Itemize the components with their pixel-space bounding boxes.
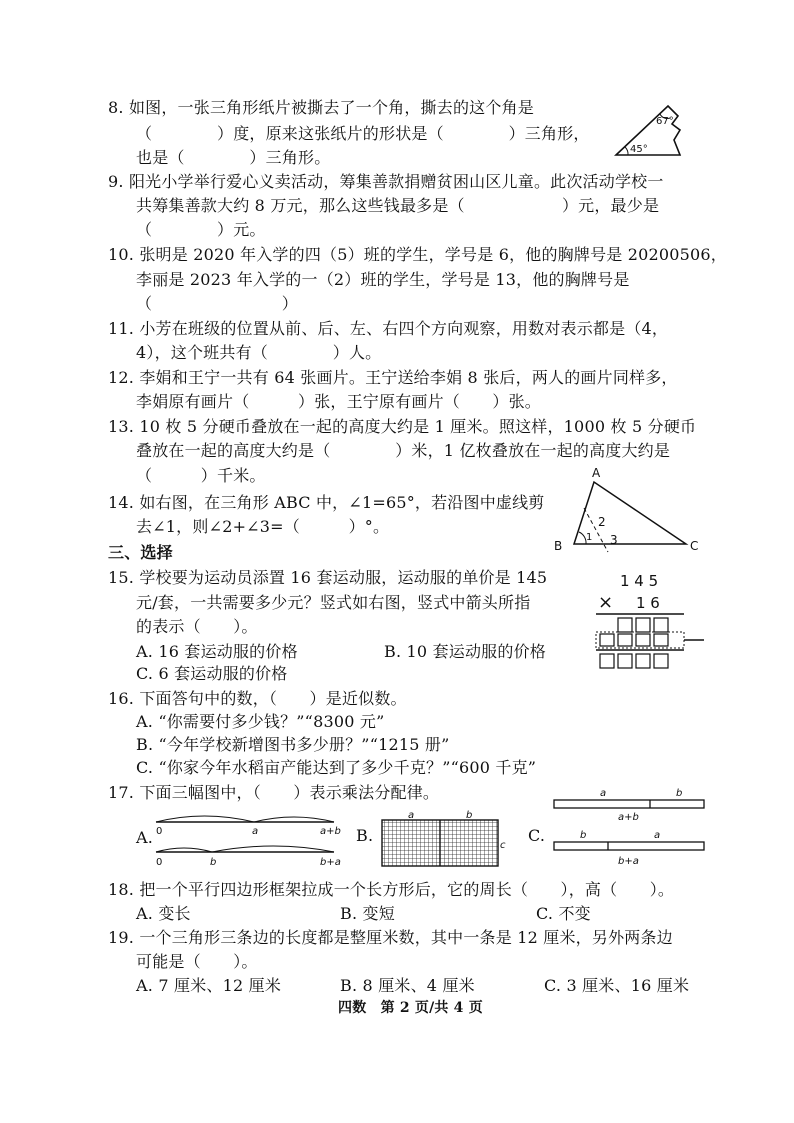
segment-bars-figure	[550, 786, 710, 876]
q10-line1: 10. 张明是 2020 年入学的四（5）班的学生，学号是 6，他的胸牌号是 20200506，	[108, 245, 727, 264]
answer-box	[654, 634, 668, 646]
q17-option-c-label: C.	[528, 826, 546, 845]
page-footer: 四数 第 2 页/共 4 页	[338, 1000, 483, 1016]
torn-triangle-figure	[610, 100, 690, 160]
q16-line1: 16. 下面答句中的数，（ ）是近似数。	[108, 689, 407, 708]
q12-line2: 李娟原有画片（ ）张，王宁原有画片（ ）张。	[136, 392, 542, 411]
triangle-abc-figure	[548, 466, 708, 564]
q13-line1: 13. 10 枚 5 分硬币叠放在一起的高度大约是 1 厘米。照这样，1000 枚 5 分硬币	[108, 417, 697, 436]
q15-line1: 15. 学校要为运动员添置 16 套运动服，运动服的单价是 145	[108, 568, 548, 587]
vertex-b-label: B	[554, 539, 563, 553]
bottom-angle-label: 45°	[630, 144, 648, 155]
angle-1-label: 1	[586, 532, 593, 543]
label-zero-2: 0	[156, 857, 163, 868]
answer-box	[654, 654, 668, 668]
q13-line3: （ ）千米。	[136, 466, 266, 485]
brace-b	[254, 817, 334, 822]
q19-line1: 19. 一个三角形三条边的长度都是整厘米数，其中一条是 12 厘米，另外两条边	[108, 928, 673, 947]
q16-option-b: B. “今年学校新增图书多少册？”“1215 册”	[136, 735, 450, 754]
q8-line1: 8. 如图，一张三角形纸片被撕去了一个角，撕去的这个角是	[108, 98, 534, 117]
label-b: b	[676, 788, 683, 799]
bottom-number: 1 6	[636, 594, 660, 612]
bottom-angle-arc	[625, 147, 628, 155]
q17-line1: 17. 下面三幅图中，（ ）表示乘法分配律。	[108, 783, 440, 802]
answer-box	[618, 654, 632, 668]
q15-option-a: A. 16 套运动服的价格	[136, 642, 298, 661]
brace-a-2	[212, 846, 334, 852]
label-a: a	[252, 826, 259, 837]
q9-line3: （ ）元。	[136, 220, 266, 239]
label-a-plus-b: a+b	[618, 812, 639, 823]
label-b-2: b	[580, 830, 587, 841]
label-zero: 0	[156, 826, 163, 837]
q14-line2: 去∠1，则∠2+∠3=（ ）°。	[136, 517, 390, 536]
q13-line2: 叠放在一起的高度大约是（ ）米，1 亿枚叠放在一起的高度大约是	[136, 441, 671, 460]
q11-line1: 11. 小芳在班级的位置从前、后、左、右四个方向观察，用数对表示都是（4，	[108, 319, 669, 338]
q9-line1: 9. 阳光小学举行爱心义卖活动，筹集善款捐赠贫困山区儿童。此次活动学校一	[108, 172, 664, 191]
label-a: a	[408, 810, 415, 821]
label-a-2: a	[654, 830, 661, 841]
q14-line1: 14. 如右图，在三角形 ABC 中，∠1=65°，若沿图中虚线剪	[108, 493, 545, 512]
vertex-a-label: A	[592, 466, 601, 480]
answer-box	[636, 654, 650, 668]
q15-option-c: C. 6 套运动服的价格	[136, 664, 288, 683]
answer-box	[654, 618, 668, 632]
q8-line2: （ ）度，原来这张纸片的形状是（ ）三角形，	[136, 124, 590, 143]
q16-option-c: C. “你家今年水稻亩产能达到了多少千克？”“600 千克”	[136, 758, 537, 777]
q19-option-c: C. 3 厘米、16 厘米	[544, 976, 690, 995]
label-a: a	[600, 788, 607, 799]
answer-box	[600, 634, 614, 646]
q18-option-b: B. 变短	[340, 904, 395, 923]
section-choice-header: 三、选择	[108, 543, 173, 562]
label-c: c	[500, 840, 506, 851]
q15-option-b: B. 10 套运动服的价格	[384, 642, 546, 661]
q17-option-a-label: A.	[136, 828, 154, 847]
area-rectangle-figure	[376, 810, 510, 870]
vertical-multiplication-figure	[588, 570, 708, 670]
top-number: 1 4 5	[620, 572, 659, 590]
q19-option-a: A. 7 厘米、12 厘米	[136, 976, 282, 995]
number-line-figure	[150, 808, 340, 872]
top-angle-label: 67°	[656, 116, 674, 127]
q10-line2: 李丽是 2023 年入学的一（2）班的学生，学号是 13，他的胸牌号是	[136, 270, 630, 289]
q18-option-c: C. 不变	[536, 904, 591, 923]
label-b: b	[466, 810, 473, 821]
q11-line2: 4），这个班共有（ ）人。	[136, 343, 382, 362]
vertex-c-label: C	[690, 539, 699, 553]
q18-option-a: A. 变长	[136, 904, 191, 923]
q12-line1: 12. 李娟和王宁一共有 64 张画片。王宁送给李娟 8 张后，两人的画片同样多，	[108, 368, 678, 387]
q15-line2: 元/套，一共需要多少元？竖式如右图，竖式中箭头所指	[136, 593, 531, 612]
answer-box	[618, 618, 632, 632]
bar-a-plus-b	[554, 800, 704, 808]
answer-box	[600, 654, 614, 668]
q19-option-b: B. 8 厘米、4 厘米	[340, 976, 475, 995]
label-a-plus-b: a+b	[320, 826, 341, 837]
angle-1-arc	[579, 532, 586, 544]
brace-a	[156, 816, 254, 822]
label-b-plus-a: b+a	[320, 857, 341, 868]
angle-2-label: 2	[598, 515, 606, 529]
label-b-plus-a: b+a	[618, 856, 639, 867]
q8-line3: 也是（ ）三角形。	[136, 148, 331, 167]
answer-box	[636, 618, 650, 632]
angle-3-label: 3	[610, 533, 618, 547]
q10-line3: （ ）	[136, 294, 299, 313]
q18-line1: 18. 把一个平行四边形框架拉成一个长方形后，它的周长（ ），高（ ）。	[108, 880, 675, 899]
q16-option-a: A. “你需要付多少钱？”“8300 元”	[136, 712, 385, 731]
q15-line3: 的表示（ ）。	[136, 617, 258, 636]
bar-b-plus-a	[554, 842, 704, 850]
answer-box	[618, 634, 632, 646]
answer-box	[636, 634, 650, 646]
q9-line2: 共筹集善款大约 8 万元，那么这些钱最多是（ ）元，最少是	[136, 196, 660, 215]
q17-option-b-label: B.	[356, 826, 374, 845]
label-b: b	[210, 857, 217, 868]
q19-line2: 可能是（ ）。	[136, 952, 258, 971]
times-sign: ×	[598, 592, 614, 613]
